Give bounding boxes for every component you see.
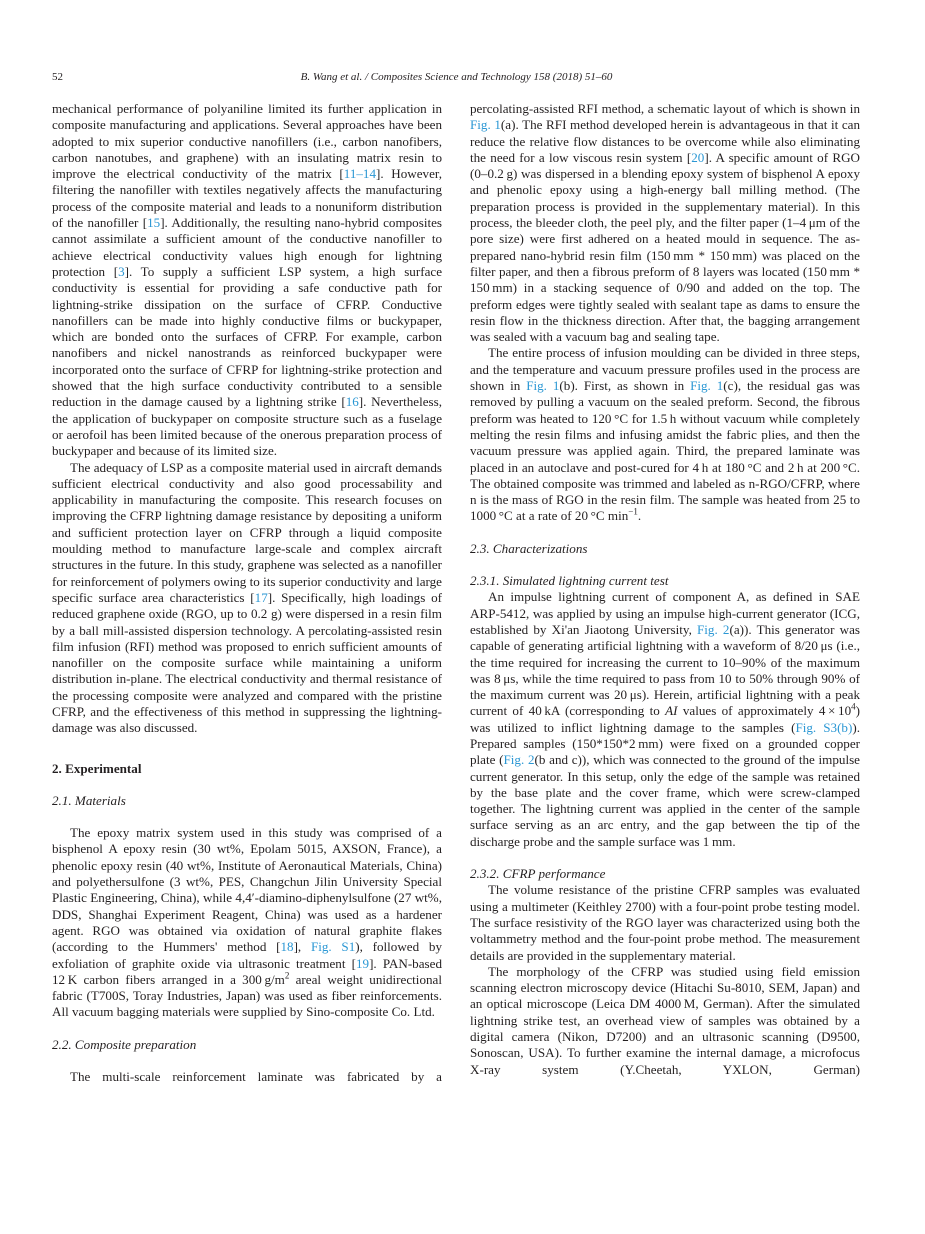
- text-run: ]. To supply a sufficient LSP system, a high surface conductivity is essential for providing a safe conductive path for lightning-strike dissipation on the surface of CFRP. Conductive nanofillers can be made into highly conductive films or buckypaper, which are bonded onto the surfaces of CFRP. For example, carbon nanofibers and nickel nanostrands as reinforced buckypaper were incorporated onto the surface of CFRP for lightning-strike protection and showed that the high surface conductivity contributed to a sensible reduction in the damage caused by a lightning strike [: [52, 263, 443, 410]
- superscript: −1: [628, 507, 638, 518]
- text-run: .: [637, 508, 642, 524]
- reference-link[interactable]: Fig. 1: [526, 378, 560, 394]
- paragraph: [470, 882, 860, 963]
- text-run: ],: [293, 939, 311, 955]
- reference-link[interactable]: 18: [280, 939, 294, 955]
- section-heading: 2. Experimental: [52, 760, 142, 776]
- text-run: ]. Nevertheless, the application of buckypaper on composite structure such as a fuselage or aerofoil has been limited because of the onerous preparation process of buckypaper and because of its limited size.: [52, 394, 442, 459]
- text-run: (c), the residual gas was removed by pulling a vacuum on the sealed preform. Second, the fibrous preform was heated to 120 °C for 1.5 h without vacuum while completely melting the resin films and infusing amidst the fabric plies, and then the vacuum pressure was applied again. Third, the prepared laminate was placed in an autoclave and post-cured for 4 h at 180 °C and 2 h at 200 °C. The obtained composite was trimmed and labeled as n-RGO/CFRP, where n is the mass of RGO in the resin film. The sample was heated from 25 to 1000 °C at a rate of 20 °C min: [470, 378, 860, 524]
- text-run: percolating-assisted RFI method, a schematic layout of which is shown in: [470, 101, 860, 116]
- text-run: values of approximately 4 × 10: [677, 703, 852, 719]
- left-column: [52, 101, 442, 1085]
- paragraph: [470, 589, 860, 850]
- text-run: The entire process of infusion moulding can be divided in three steps, and the temperature and vacuum pressure profiles used in the process are shown in: [470, 345, 860, 394]
- running-title: B. Wang et al. / Composites Science and Technology 158 (2018) 51–60: [300, 71, 613, 83]
- paragraph: [52, 460, 442, 737]
- text-run: ]. Specifically, high loadings of reduced graphene oxide (RGO, up to 0.2 g) were dispersed in a resin film by a ball mill-assisted dispersion technology. A percolating-assisted resin film infusion (RFI) method was proposed to enrich sufficient amounts of nanofiller on the composite surface while maintaining a uniform distribution in-plane. The electrical conductivity and thermal resistance of the processing composite were analyzed and compared with the pristine CFRP, and the effectiveness of this method in suppressing the lightning-damage was also discussed.: [52, 589, 442, 736]
- text-run: ]. Additionally, the resulting nano-hybrid composites cannot assimilate a sufficient amount of the conductive nanofiller to achieve electrical conductivity values high enough for lightning protection [: [52, 215, 442, 279]
- paragraph: [52, 825, 442, 1021]
- reference-link[interactable]: 3: [118, 263, 125, 279]
- text-run: An impulse lightning current of component A, as defined in SAE ARP-5412, was applied by using an impulse high-current generator (ICG, established by Xi'an Jiaotong University,: [470, 589, 860, 637]
- text-run: ]. However, filtering the nanofiller with textiles negatively affects the manufacturing process of the composite material and leads to a nonuniform distribution of the nanofiller [: [52, 166, 442, 231]
- subsubsection-heading: 2.3.2. CFRP performance: [470, 866, 606, 882]
- text-run: (b and c)), which was connected to the ground of the impulse current generator. In this setup, only the edge of the sample was retained by the base plate and the cover frame, which were screw-clamped together. The lightning current was applied in the center of the sample surface serving as an arc entry, and the gap between the tip of the discharge probe and the sample surface was 1 mm.: [470, 752, 860, 849]
- subsection-heading: 2.1. Materials: [52, 792, 126, 808]
- reference-link[interactable]: 19: [355, 955, 370, 971]
- text-run: ). Prepared samples (150*150*2 mm) were fixed on a grounded copper plate (: [470, 719, 860, 768]
- reference-link[interactable]: Fig. 1: [470, 117, 501, 133]
- superscript: 2: [284, 970, 290, 981]
- text-run: The epoxy matrix system used in this study was comprised of a bisphenol A epoxy resin (30 wt%, Epolam 5015, AXSON, France), a phenolic epoxy resin (40 wt%, Institute of Aeronautical Materials, China) and polyethersulfone (3 wt%, PES, Changchun Jilin University Special Plastic Engineering, China), while 4,4′-diamino-diphenylsulfone (27 wt%, DDS, Shanghai Experiment Reagent, China) was used as a hardener agent. RGO was obtained via oxidation of natural graphite flakes (according to the Hummers' method [: [52, 825, 442, 955]
- reference-link[interactable]: 15: [147, 215, 161, 231]
- page-number: 52: [52, 71, 63, 83]
- text-run: ]. A specific amount of RGO (0–0.2 g) was dispersed in a blending epoxy system of bisphenol A epoxy and phenolic epoxy using a high-energy ball milling method. (The preparation process is provided in the supplementary material). In this process, the bleeder cloth, the peel ply, and the filter paper (1–4 μm of the pore size) were first adhered on a heated mould in sequence. The as-prepared nano-hybrid resin film (150 mm * 150 mm) was placed on the filter paper, and then a fibrous preform of 8 layers was located (150 mm * 150 mm) in a stacking sequence of 0/90 and added on the top. The preform edges were tightly sealed with sealant tape as dams to ensure the resin flow in the thickness direction. After that, the bagging arrangement was sealed with a vacuum bag and sealing tape.: [470, 149, 860, 345]
- text-run: (b). First, as shown in: [559, 378, 691, 394]
- text-run: (a)). This generator was capable of generating artificial lightning with a waveform of 8/20 μs (i.e., the time required for increasing the current to 10–90% of the maximum was 8 μs, while the time required to pass from 10 to 50% through 90% of the maximum current was 20 μs). Herein, artificial lightning with a peak current of 40 kA (corresponding to: [470, 621, 861, 719]
- text-run: ]. PAN-based 12 K carbon fibers arranged in a 300 g/m: [52, 955, 442, 987]
- superscript: 4: [851, 702, 856, 713]
- text-run: The volume resistance of the pristine CFRP samples was evaluated using a multimeter (Keithley 2700) with a four-point probe testing model. The surface resistivity of the RGO layer was characterized using both the voltammetry method and the four-point probe method. The measurement details are provided in the supplementary material.: [470, 882, 860, 963]
- text-run: areal weight unidirectional fabric (T700S, Toray Industries, Japan) was used as fiber reinforcements. All vacuum bagging materials were supplied by Sino-composite Co. Ltd.: [52, 971, 442, 1020]
- reference-link[interactable]: 17: [254, 589, 268, 605]
- text-run: ) was utilized to inflict lightning damage to the samples (: [470, 703, 860, 735]
- reference-link[interactable]: Fig. 2: [697, 621, 730, 637]
- text-run: The adequacy of LSP as a composite material used in aircraft demands sufficient electrical conductivity and also good processability and applicability in manufacturing the composite. This research focuses on improving the CFRP lightning damage resistance by depositing a uniform and sufficient protection layer on CFRP through a liquid composite moulding method to manufacture large-scale and complex aircraft structures in the future. In this study, graphene was selected as a nanofiller for reinforcement of polymers owing to its superior conductivity and large specific surface area characteristics [: [52, 459, 442, 605]
- reference-link[interactable]: Fig. 1: [690, 378, 724, 394]
- text-run: mechanical performance of polyaniline limited its further application in composite manufacturing and applications. Several approaches have been adopted to mix superior conductive nanofillers (i.e., carbon nanofibers, carbon nanotubes, and graphene) with an insulating matrix resin to improve the electrical conductivity of the matrix [: [52, 101, 442, 182]
- paragraph: [52, 1069, 442, 1085]
- reference-link[interactable]: Fig. S3(b): [795, 719, 853, 735]
- subsection-heading: 2.3. Characterizations: [470, 540, 588, 556]
- text-run: ), followed by exfoliation of graphite oxide via ultrasonic treatment [: [52, 939, 442, 971]
- paragraph: [470, 964, 860, 1078]
- subsection-heading: 2.2. Composite preparation: [52, 1036, 197, 1052]
- paragraph: [52, 101, 442, 460]
- reference-link[interactable]: 20: [691, 149, 705, 165]
- text-run: (a). The RFI method developed herein is advantageous in that it can reduce the relative flow distances to be overcome while also eliminating the need for a low viscous resin system [: [470, 117, 860, 165]
- right-column: [470, 101, 860, 1078]
- paragraph: [470, 101, 860, 345]
- text-run: The morphology of the CFRP was studied using field emission scanning electron microscopy device (Hitachi Su-8010, SEM, Japan) and an optical microscope (Leica DM 4000 M, German). After the simulated lightning strike test, an overhead view of samples was obtained by a digital camera (Nikon, D7200) and an ultrasonic scanning (D9500, Sonoscan, USA). To further examine the internal damage, a microfocus X-ray system (Y.Cheetah, YXLON, German): [470, 963, 860, 1077]
- reference-link[interactable]: Fig. 2: [503, 752, 535, 768]
- paragraph: [470, 345, 860, 524]
- text-run: The multi-scale reinforcement laminate was fabricated by a: [70, 1069, 442, 1085]
- reference-link[interactable]: 16: [345, 394, 359, 410]
- reference-link[interactable]: 11–14: [343, 166, 377, 182]
- reference-link[interactable]: Fig. S1: [310, 939, 356, 955]
- subsubsection-heading: 2.3.1. Simulated lightning current test: [470, 573, 669, 589]
- italic-text: AI: [665, 703, 678, 719]
